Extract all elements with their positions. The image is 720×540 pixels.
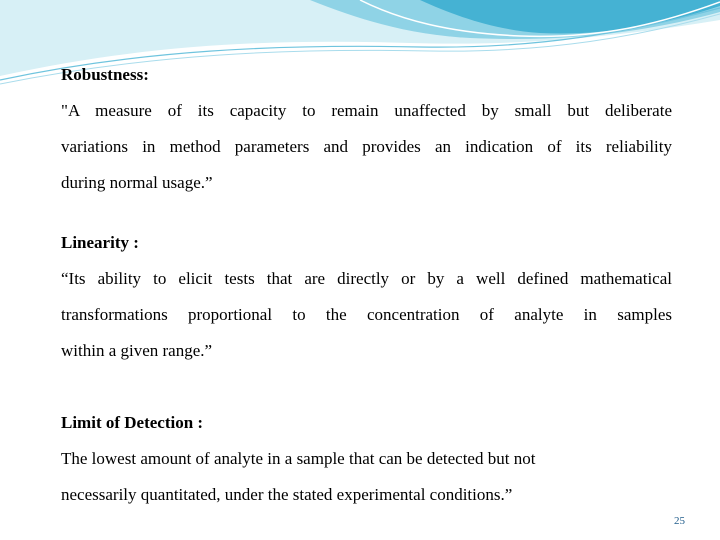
limit-of-detection-line-2: necessarily quantitated, under the stated experimental conditions.” xyxy=(61,485,513,504)
robustness-line-1: "A measure of its capacity to remain unaffected by small but deliberate xyxy=(61,101,672,120)
linearity-line-3: within a given range.” xyxy=(61,341,213,360)
limit-of-detection-line-1: The lowest amount of analyte in a sample that can be detected but not xyxy=(61,449,536,468)
page-number: 25 xyxy=(674,515,685,527)
robustness-line-3: during normal usage.” xyxy=(61,173,213,192)
robustness-line-2: variations in method parameters and provides an indication of its reliability xyxy=(61,137,672,156)
robustness-heading: Robustness: xyxy=(61,65,149,84)
limit-of-detection-heading: Limit of Detection : xyxy=(61,413,204,432)
linearity-heading: Linearity : xyxy=(61,233,139,252)
linearity-line-2: transformations proportional to the concentration of analyte in samples xyxy=(61,305,672,324)
linearity-line-1: “Its ability to elicit tests that are directly or by a well defined mathematical xyxy=(61,269,672,288)
